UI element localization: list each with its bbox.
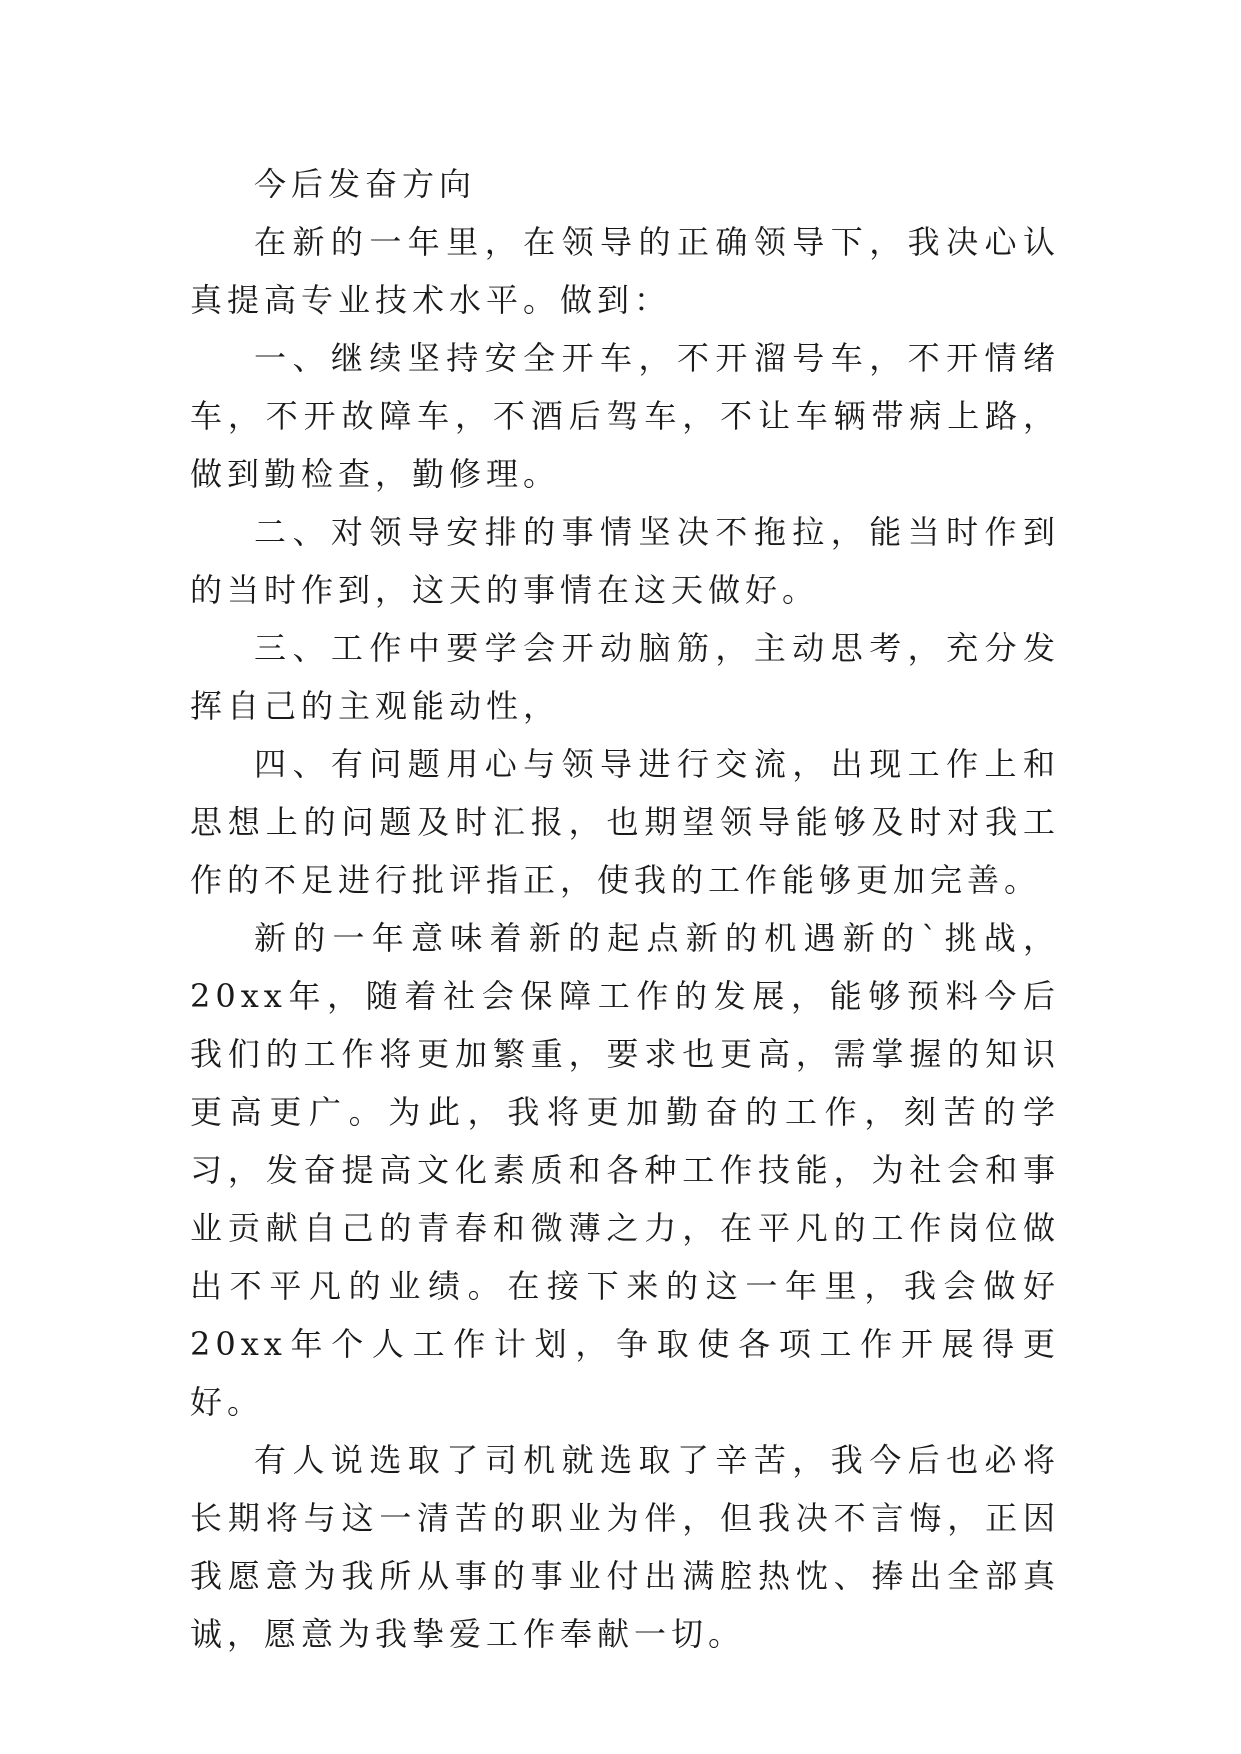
section-heading: 今后发奋方向 [254,165,477,203]
paragraph-item-2: 二、对领导安排的事情坚决不拖拉，能当时作到的当时作到，这天的事情在这天做好。 [190,513,1060,609]
paragraph-item-4: 四、有问题用心与领导进行交流，出现工作上和思想上的问题及时汇报，也期望领导能够及时对我工作的不足进行批评指正，使我的工作能够更加完善。 [190,745,1060,899]
paragraph-new-year: 新的一年意味着新的起点新的机遇新的`挑战，20xx年，随着社会保障工作的发展，能够预料今后我们的工作将更加繁重，要求也更高，需掌握的知识更高更广。为此，我将更加勤奋的工作，刻苦的学习，发奋提高文化素质和各种工作技能，为社会和事业贡献自己的青春和微薄之力，在平凡的工作岗位做出不平凡的业绩。在接下来的这一年里，我会做好20xx年个人工作计划，争取使各项工作开展得更好。 [190,919,1060,1421]
paragraph-intro: 在新的一年里，在领导的正确领导下，我决心认真提高专业技术水平。做到： [190,223,1060,319]
document-body [190,155,1060,1663]
paragraph-closing: 有人说选取了司机就选取了辛苦，我今后也必将长期将与这一清苦的职业为伴，但我决不言悔，正因我愿意为我所从事的事业付出满腔热忱、捧出全部真诚，愿意为我挚爱工作奉献一切。 [190,1441,1060,1653]
paragraph-item-3: 三、工作中要学会开动脑筋，主动思考，充分发挥自己的主观能动性， [190,629,1060,725]
paragraph-item-1: 一、继续坚持安全开车，不开溜号车，不开情绪车，不开故障车，不酒后驾车，不让车辆带病上路，做到勤检查，勤修理。 [190,339,1060,493]
